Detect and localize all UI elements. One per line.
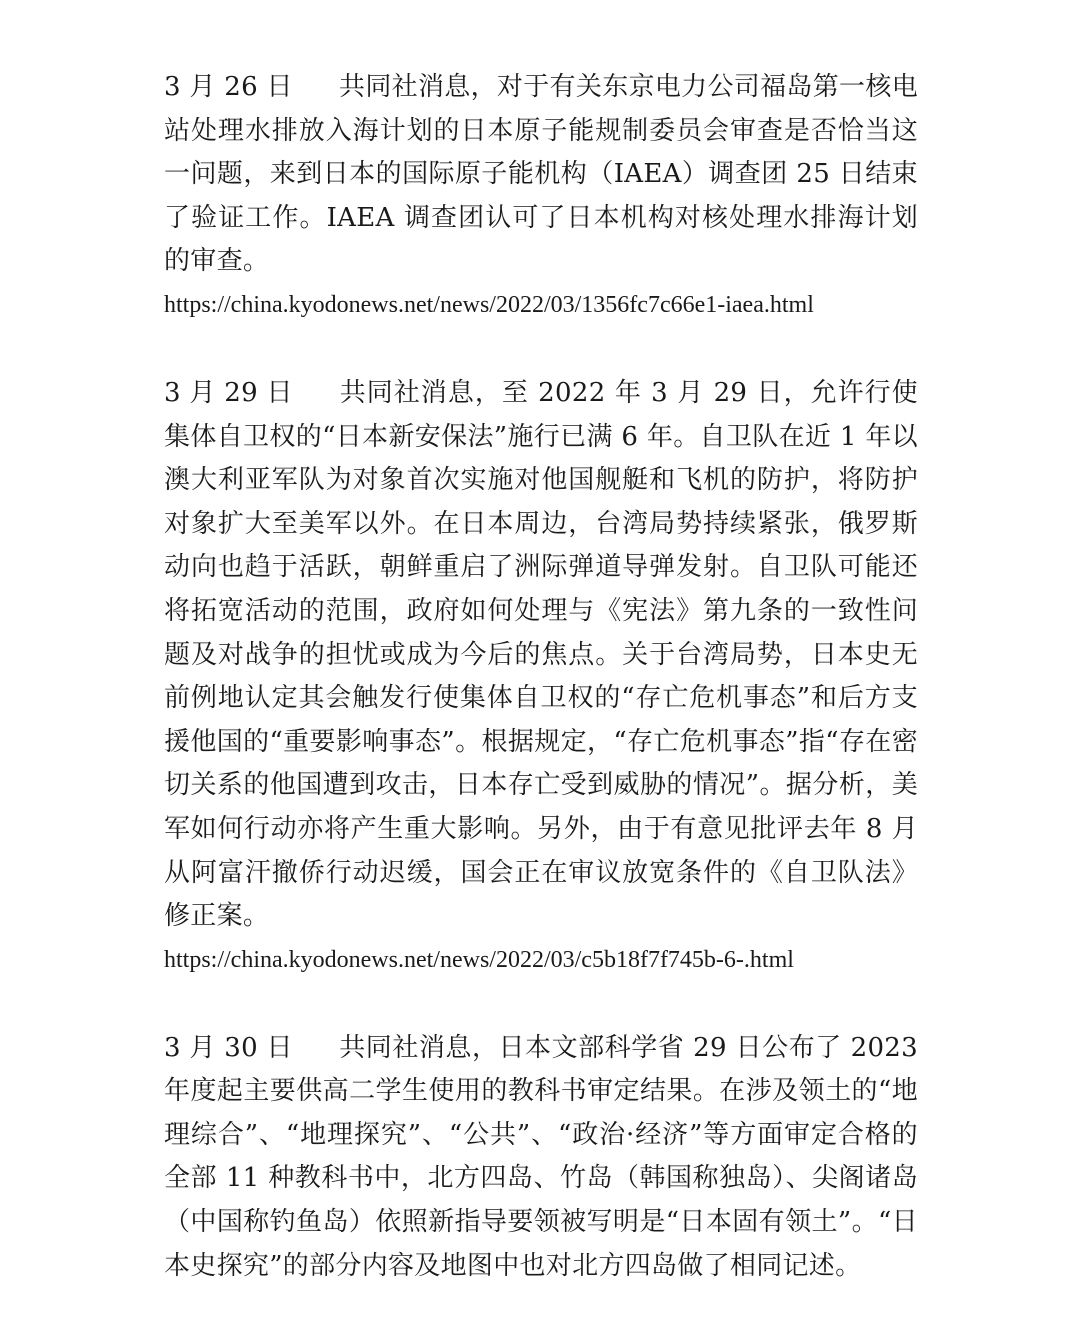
entry-paragraph — [164, 372, 918, 939]
entry-date: 3 月 26 日 — [164, 72, 293, 102]
entry-date: 3 月 30 日 — [164, 1032, 293, 1063]
entry-text: 共同社消息，对于有关东京电力公司福岛第一核电站处理水排放入海计划的日本原子能规制委员会审查是否恰当这一问题，来到日本的国际原子能机构（IAEA）调查团 25 日结束了验证工作。IAEA 调查团认可了日本机构对核处理水排海计划的审查。 — [164, 72, 918, 277]
entry-source-url: https://china.kyodonews.net/news/2022/03/c5b18f7f745b-6-.html — [164, 946, 794, 973]
entry-text: 共同社消息，日本文部科学省 29 日公布了 2023 年度起主要供高二学生使用的教科书审定结果。在涉及领土的“地理综合”、“地理探究”、“公共”、“政治·经济”等方面审定合格的全部 11 种教科书中，北方四岛、竹岛（韩国称独岛）、尖阁诸岛（中国称钓鱼岛）依照新指导要领被写明是“日本固有领土”。“日本史探究”的部分内容及地图中也对北方四岛做了相同记述。 — [164, 1032, 918, 1281]
news-entry-mar26 — [164, 66, 918, 322]
news-entry-mar30 — [164, 1027, 918, 1289]
entry-paragraph — [164, 1027, 918, 1289]
news-entry-mar29 — [164, 372, 918, 977]
entry-paragraph — [164, 66, 918, 284]
entry-text: 共同社消息，至 2022 年 3 月 29 日，允许行使集体自卫权的“日本新安保法”施行已满 6 年。自卫队在近 1 年以澳大利亚军队为对象首次实施对他国舰艇和飞机的防护，将防护对象扩大至美军以外。在日本周边，台湾局势持续紧张，俄罗斯动向也趋于活跃，朝鲜重启了洲际弹道导弹发射。自卫队可能还将拓宽活动的范围，政府如何处理与《宪法》第九条的一致性问题及对战争的担忧或成为今后的焦点。关于台湾局势，日本史无前例地认定其会触发行使集体自卫权的“存亡危机事态”和后方支援他国的“重要影响事态”。根据规定，“存亡危机事态”指“存在密切关系的他国遭到攻击，日本存亡受到威胁的情况”。据分析，美军如何行动亦将产生重大影响。另外，由于有意见批评去年 8 月从阿富汗撤侨行动迟缓，国会正在审议放宽条件的《自卫队法》修正案。 — [164, 377, 918, 932]
news-document — [164, 66, 918, 1338]
entry-source-url: https://china.kyodonews.net/news/2022/03/1356fc7c66e1-iaea.html — [164, 291, 814, 318]
entry-date: 3 月 29 日 — [164, 377, 293, 408]
